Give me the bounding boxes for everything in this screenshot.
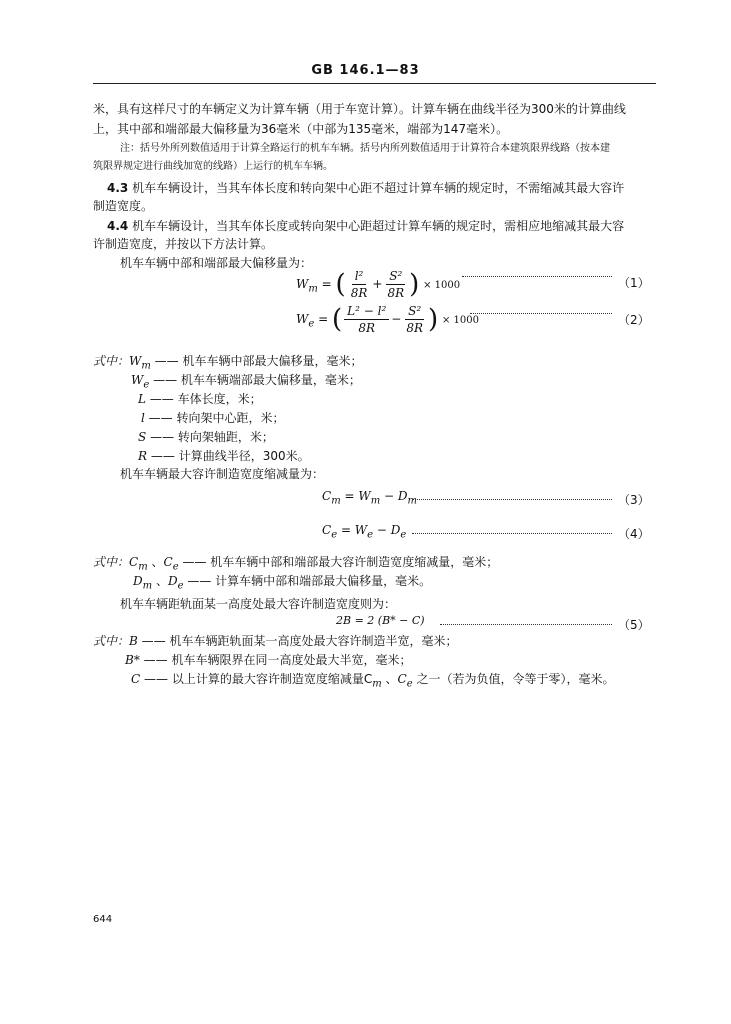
equation-5-number: （5）: [618, 618, 650, 632]
where-1-row-5: R —— 计算曲线半径，300米。: [138, 449, 310, 463]
where-2-row-1: $D_m$ 、$D_e$ —— 计算车辆中部和端部最大偏移量，毫米。: [133, 574, 432, 592]
halfwidth-intro: 机车车辆距轨面某一高度处最大容许制造宽度则为：: [120, 597, 397, 611]
equation-4-leader: [412, 533, 612, 534]
where-1-row-1: $W_e$ —— 机车车辆端部最大偏移量，毫米；: [131, 373, 361, 391]
equation-2: $W_e$ = ( $\frac{\text{L² − l²}}{8R}$ − $\frac{\text{S²}}{8R}$ ) × 1000: [296, 304, 479, 335]
note-line-2: 筑限界规定进行曲线加宽的线路）上运行的机车车辆。: [93, 161, 333, 172]
section-4-3-line-1: [107, 179, 624, 197]
equation-3: $C_m = W_m - D_m$: [322, 489, 417, 507]
equation-3-number: （3）: [618, 493, 650, 507]
reduction-intro: 机车车辆最大容许制造宽度缩减量为：: [120, 467, 325, 481]
where-2-row-0: 式中：$C_m$ 、$C_e$ —— 机车车辆中部和端部最大容许制造宽度缩减量，毫米；: [93, 555, 499, 573]
section-4-4-line-2: 许制造宽度，并按以下方法计算。: [93, 237, 274, 251]
where-3-row-0: 式中：B —— 机车车辆距轨面某一高度处最大容许制造半宽，毫米；: [93, 634, 458, 648]
section-4-3-text: 机车车辆设计，当其车体长度和转向架中心距不超过计算车辆的规定时，不需缩减其最大容许: [132, 181, 625, 195]
section-4-3-line-2: 制造宽度。: [93, 199, 154, 213]
section-4-4-number: 4.4: [107, 219, 129, 233]
where-3-row-2: C —— 以上计算的最大容许制造宽度缩减量$C_m$ 、$C_e$ 之一（若为负值，令等于零），毫米。: [131, 672, 615, 690]
section-4-4-text: 机车车辆设计，当其车体长度或转向架中心距超过计算车辆的规定时，需相应地缩减其最大容: [132, 219, 625, 233]
equation-3-leader: [412, 499, 612, 500]
where-3-row-1: B* —— 机车车辆限界在同一高度处最大半宽，毫米；: [125, 653, 412, 667]
equation-2-number: （2）: [618, 313, 650, 327]
equation-5: 2B = 2 (B* − C): [336, 614, 425, 627]
header-rule: [93, 83, 656, 84]
where-1-row-0: 式中：$W_m$ —— 机车车辆中部最大偏移量，毫米；: [93, 354, 363, 372]
note-line-1: 注：括号外所列数值适用于计算全路运行的机车车辆。括号内所列数值适用于计算符合本建筑限界线路（按本建: [120, 143, 610, 154]
equation-1-leader: [462, 276, 612, 277]
equation-2-leader: [470, 313, 612, 314]
equation-1: $W_m$ = ( $\frac{\text{l²}}{8R}$ + $\frac{\text{S²}}{8R}$ ) × 1000: [296, 269, 461, 300]
equation-5-leader: [440, 624, 612, 625]
intro-line-1: 米，具有这样尺寸的车辆定义为计算车辆（用于车宽计算）。计算车辆在曲线半径为300米的计算曲线: [93, 102, 626, 116]
equation-1-number: （1）: [618, 276, 650, 290]
section-4-4-line-1: [107, 217, 624, 235]
equation-4: $C_e = W_e - D_e$: [322, 523, 407, 541]
equation-4-number: （4）: [618, 527, 650, 541]
intro-line-2: 上，其中部和端部最大偏移量为36毫米（中部为135毫米，端部为147毫米）。: [93, 122, 509, 136]
where-1-row-3: l —— 转向架中心距，米；: [141, 411, 285, 425]
where-1-row-4: S —— 转向架轴距，米；: [138, 430, 274, 444]
section-4-3-number: 4.3: [107, 181, 129, 195]
where-1-row-2: L —— 车体长度，米；: [138, 392, 262, 406]
page-number: 644: [93, 914, 113, 925]
offset-intro: 机车车辆中部和端部最大偏移量为：: [120, 256, 313, 270]
page-header: GB 146.1—83: [311, 63, 420, 78]
